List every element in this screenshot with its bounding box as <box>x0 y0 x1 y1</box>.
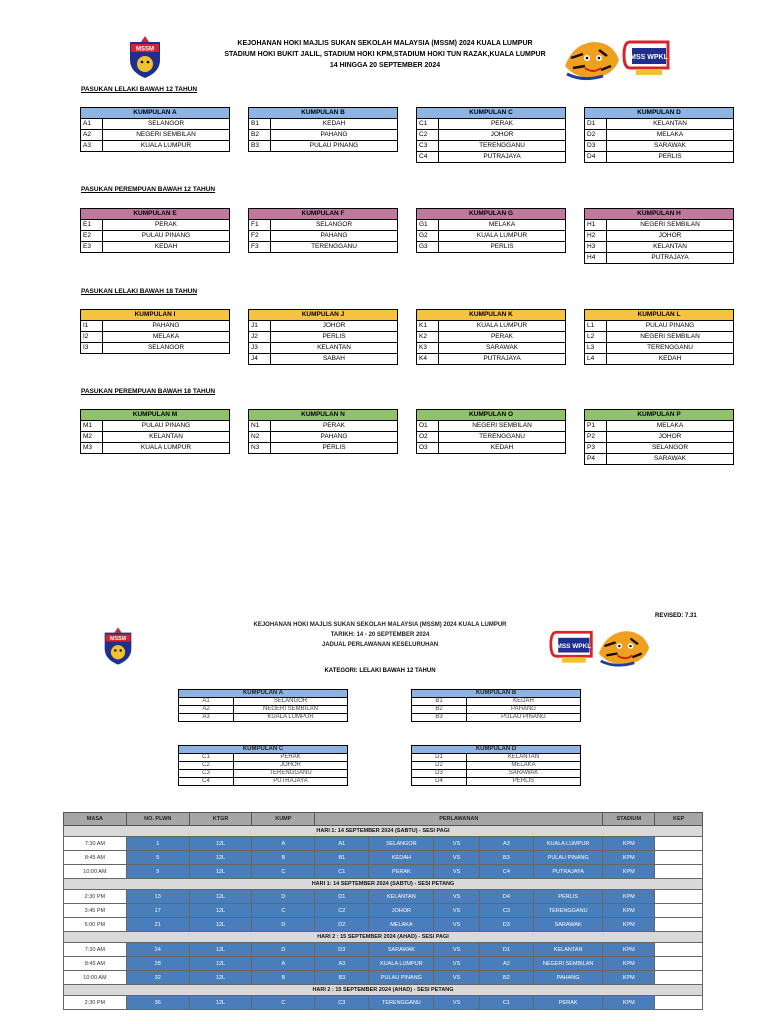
table-row: C1 PERAK <box>417 119 566 130</box>
table-row: A3 KUALA LUMPUR <box>81 141 230 152</box>
svg-text:MSSM: MSSM <box>110 636 126 643</box>
table-row: D4 PERLIS <box>585 152 734 163</box>
table-row: 10:00 AM 32 12L B B3 PULAU PINANG VS B2 PAHANG KPM <box>64 971 703 985</box>
page1-title: KEJOHANAN HOKI MAJLIS SUKAN SEKOLAH MALAYSIA (MSSM) 2024 KUALA LUMPUR STADIUM HOKI BUKIT JALIL, STADIUM HOKI KPM,STADIUM HOKI TUN RAZAK,KUALA LUMPUR 14 HINGGA 20 SEPTEMBER 2024 <box>224 40 546 69</box>
table-row: G2 KUALA LUMPUR <box>417 231 566 242</box>
table-row: D1 KELANTAN <box>412 754 581 762</box>
section-title-girls-u18: PASUKAN PEREMPUAN BAWAH 18 TAHUN <box>81 388 216 395</box>
session-row: HARI 2 : 15 SEPTEMBER 2024 (AHAD) - SESI PAGI <box>64 932 703 943</box>
table-row: F3 TERENGGANU <box>249 242 398 253</box>
session-row: HARI 2 : 15 SEPTEMBER 2024 (AHAD) - SESI PETANG <box>64 985 703 996</box>
group-header: KUMPULAN C <box>417 108 566 119</box>
group-header: KUMPULAN M <box>81 410 230 421</box>
group-header: KUMPULAN N <box>249 410 398 421</box>
p2-group-table-d <box>411 745 581 786</box>
table-row: L2 NEGERI SEMBILAN <box>585 332 734 343</box>
table-row: A1 SELANGOR <box>81 119 230 130</box>
table-row: H3 KELANTAN <box>585 242 734 253</box>
table-row: E3 KEDAH <box>81 242 230 253</box>
table-row: C2 JOHOR <box>417 130 566 141</box>
table-row: 7:30 AM 1 12L A A1 SELANGOR VS A3 KUALA LUMPUR KPM <box>64 837 703 851</box>
col-header-perlawanan: PERLAWANAN <box>315 813 603 826</box>
group-table-m <box>80 409 230 454</box>
group-header: KUMPULAN D <box>585 108 734 119</box>
table-row: L4 KEDAH <box>585 354 734 365</box>
table-row: J4 SABAH <box>249 354 398 365</box>
table-row: H4 PUTRAJAYA <box>585 253 734 264</box>
table-row: F2 PAHANG <box>249 231 398 242</box>
col-header-no-plwn: NO. PLWN <box>126 813 189 826</box>
table-row: J1 JOHOR <box>249 321 398 332</box>
table-row: C3 TERENGGANU <box>417 141 566 152</box>
table-row: H1 NEGERI SEMBILAN <box>585 220 734 231</box>
svg-text:MSS WPKL: MSS WPKL <box>556 642 592 650</box>
group-table-g <box>416 208 566 253</box>
category-label: KATEGORI: LELAKI BAWAH 12 TAHUN <box>324 668 436 674</box>
group-table-k <box>416 309 566 365</box>
table-row: N3 PERLIS <box>249 443 398 454</box>
table-row: C2 JOHOR <box>179 762 348 770</box>
table-row: P2 JOHOR <box>585 432 734 443</box>
table-row: L1 PULAU PINANG <box>585 321 734 332</box>
section-title-girls-u12: PASUKAN PEREMPUAN BAWAH 12 TAHUN <box>81 186 216 193</box>
table-row: 3:45 PM 17 12L C C2 JOHOR VS C3 TERENGGANU KPM <box>64 904 703 918</box>
table-row: O3 KEDAH <box>417 443 566 454</box>
table-row: O1 NEGERI SEMBILAN <box>417 421 566 432</box>
table-row: A2 NEGERI SEMBILAN <box>81 130 230 141</box>
table-row: 8:45 AM 5 12L B B1 KEDAH VS B3 PULAU PINANG KPM <box>64 851 703 865</box>
group-header: KUMPULAN H <box>585 209 734 220</box>
table-row: E2 PULAU PINANG <box>81 231 230 242</box>
table-row: L3 TERENGGANU <box>585 343 734 354</box>
table-row: P1 MELAKA <box>585 421 734 432</box>
mssm-logo <box>102 625 134 672</box>
table-row: D3 SARAWAK <box>585 141 734 152</box>
group-header: KUMPULAN L <box>585 310 734 321</box>
table-row: K4 PUTRAJAYA <box>417 354 566 365</box>
group-table-h <box>584 208 734 264</box>
table-row: N2 PAHANG <box>249 432 398 443</box>
svg-text:MSSM: MSSM <box>136 46 154 53</box>
group-table-b <box>248 107 398 152</box>
table-row: D1 KELANTAN <box>585 119 734 130</box>
table-row: O2 TERENGGANU <box>417 432 566 443</box>
table-row: 10:00 AM 9 12L C C1 PERAK VS C4 PUTRAJAYA KPM <box>64 865 703 879</box>
table-row: 2:30 PM 13 12L D D1 KELANTAN VS D4 PERLIS KPM <box>64 890 703 904</box>
group-table-i <box>80 309 230 354</box>
page2-title: KEJOHANAN HOKI MAJLIS SUKAN SEKOLAH MALAYSIA (MSSM) 2024 KUALA LUMPUR TARIKH: 14 - 20 SEPTEMBER 2024 JADUAL PERLAWANAN KESELURUHAN <box>253 622 507 648</box>
group-header: KUMPULAN E <box>81 209 230 220</box>
table-row: P4 SARAWAK <box>585 454 734 465</box>
match-schedule-table <box>63 812 703 1010</box>
table-row: K2 PERAK <box>417 332 566 343</box>
table-row: N1 PERAK <box>249 421 398 432</box>
table-row: B2 PAHANG <box>412 706 581 714</box>
col-header-ktgr: KTGR <box>189 813 252 826</box>
section-title-boys-u18: PASUKAN LELAKI BAWAH 18 TAHUN <box>81 288 198 295</box>
table-row: K1 KUALA LUMPUR <box>417 321 566 332</box>
table-row: J3 KELANTAN <box>249 343 398 354</box>
group-header: KUMPULAN B <box>249 108 398 119</box>
table-row: C1 PERAK <box>179 754 348 762</box>
table-row: B1 KEDAH <box>412 698 581 706</box>
group-header: KUMPULAN P <box>585 410 734 421</box>
p2-group-table-b <box>411 689 581 722</box>
table-row: I1 PAHANG <box>81 321 230 332</box>
table-row: K3 SARAWAK <box>417 343 566 354</box>
group-header: KUMPULAN I <box>81 310 230 321</box>
group-table-p <box>584 409 734 465</box>
p2-group-table-c <box>178 745 348 786</box>
table-row: J2 PERLIS <box>249 332 398 343</box>
group-header: KUMPULAN D <box>412 746 581 754</box>
table-row: 5:00 PM 21 12L D D2 MELAKA VS D3 SARAWAK KPM <box>64 918 703 932</box>
group-header: KUMPULAN J <box>249 310 398 321</box>
p2-group-table-a <box>178 689 348 722</box>
table-row: C4 PUTRAJAYA <box>179 778 348 786</box>
col-header-kep: KEP <box>655 813 703 826</box>
table-row: B2 PAHANG <box>249 130 398 141</box>
group-header: KUMPULAN C <box>179 746 348 754</box>
tiger-logo <box>563 36 621 87</box>
table-row: 8:45 AM 28 12L A A3 KUALA LUMPUR VS A2 NEGERI SEMBILAN KPM <box>64 957 703 971</box>
group-header: KUMPULAN B <box>412 690 581 698</box>
group-header: KUMPULAN A <box>81 108 230 119</box>
table-row: M2 KELANTAN <box>81 432 230 443</box>
revised-label: REVISED: 7.31 <box>655 613 697 619</box>
table-row: D3 SARAWAK <box>412 770 581 778</box>
group-table-a <box>80 107 230 152</box>
table-row: P3 SELANGOR <box>585 443 734 454</box>
table-row: M3 KUALA LUMPUR <box>81 443 230 454</box>
session-row: HARI 1: 14 SEPTEMBER 2024 (SABTU) - SESI PAGI <box>64 826 703 837</box>
group-table-j <box>248 309 398 365</box>
table-row: C4 PUTRAJAYA <box>417 152 566 163</box>
section-title-boys-u12: PASUKAN LELAKI BAWAH 12 TAHUN <box>81 86 198 93</box>
tiger-logo <box>597 625 651 674</box>
table-row: E1 PERAK <box>81 220 230 231</box>
mss-wpkl-logo <box>549 628 595 671</box>
table-row: A3 KUALA LUMPUR <box>179 714 348 722</box>
col-header-stadium: STADIUM <box>603 813 655 826</box>
table-row: 7:30 AM 24 12L D D3 SARAWAK VS D1 KELANTAN KPM <box>64 943 703 957</box>
col-header-masa: MASA <box>64 813 127 826</box>
table-row: A1 SELANGOR <box>179 698 348 706</box>
table-row: A2 NEGERI SEMBILAN <box>179 706 348 714</box>
col-header-kump: KUMP <box>252 813 315 826</box>
group-table-f <box>248 208 398 253</box>
table-row: I2 MELAKA <box>81 332 230 343</box>
table-row: I3 SELANGOR <box>81 343 230 354</box>
group-table-o <box>416 409 566 454</box>
table-row: D2 MELAKA <box>412 762 581 770</box>
mss-wpkl-logo <box>622 38 672 83</box>
group-table-e <box>80 208 230 253</box>
svg-text:MSS WPKL: MSS WPKL <box>630 54 668 61</box>
group-header: KUMPULAN A <box>179 690 348 698</box>
table-row: B3 PULAU PINANG <box>249 141 398 152</box>
group-header: KUMPULAN G <box>417 209 566 220</box>
table-row: D2 MELAKA <box>585 130 734 141</box>
table-row: C3 TERENGGANU <box>179 770 348 778</box>
group-table-l <box>584 309 734 365</box>
session-row: HARI 1: 14 SEPTEMBER 2024 (SABTU) - SESI PETANG <box>64 879 703 890</box>
table-row: G3 PERLIS <box>417 242 566 253</box>
table-row: B3 PULAU PINANG <box>412 714 581 722</box>
group-header: KUMPULAN O <box>417 410 566 421</box>
table-row: 2:30 PM 36 12L C C3 TERENGGANU VS C1 PERAK KPM <box>64 996 703 1010</box>
table-row: M1 PULAU PINANG <box>81 421 230 432</box>
table-row: F1 SELANGOR <box>249 220 398 231</box>
group-table-n <box>248 409 398 454</box>
group-table-c <box>416 107 566 163</box>
group-header: KUMPULAN K <box>417 310 566 321</box>
group-header: KUMPULAN F <box>249 209 398 220</box>
schedule-header-row <box>64 813 703 826</box>
group-table-d <box>584 107 734 163</box>
table-row: G1 MELAKA <box>417 220 566 231</box>
table-row: D4 PERLIS <box>412 778 581 786</box>
table-row: H2 JOHOR <box>585 231 734 242</box>
table-row: B1 KEDAH <box>249 119 398 130</box>
